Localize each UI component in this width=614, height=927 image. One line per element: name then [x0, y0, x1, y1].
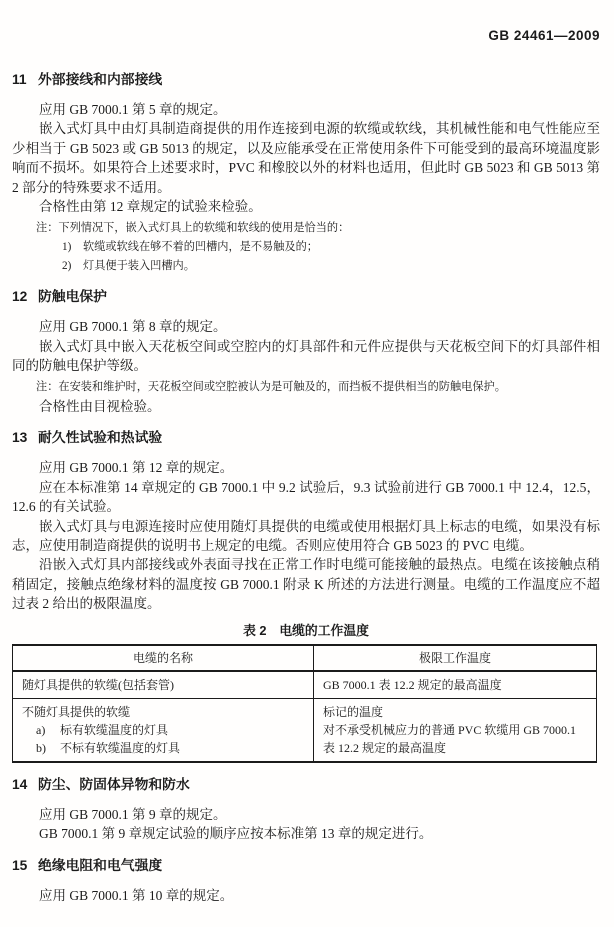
- table-row: [13, 698, 597, 762]
- cell-line: 标记的温度: [323, 704, 384, 719]
- paragraph: 沿嵌入式灯具内部接线或外表面寻找在正常工作时电缆可能接触的最热点。电缆在该接触点稍稍固定，接触点绝缘材料的温度按 GB 7000.1 附录 K 所述的方法进行测量。电缆的工作温度应不超过表 2 给出的极限温度。: [12, 557, 600, 612]
- standard-number: GB 24461—2009: [488, 28, 600, 43]
- section-number: 14: [12, 776, 28, 792]
- note-item-text: 灯具便于装入凹槽内。: [83, 259, 195, 272]
- section-11-heading: [12, 71, 600, 89]
- paragraph: 嵌入式灯具中嵌入天花板空间或空腔内的灯具部件和元件应提供与天花板空间下的灯具部件相同的防触电保护等级。: [12, 338, 600, 374]
- paragraph: 应用 GB 7000.1 第 9 章的规定。: [39, 806, 227, 822]
- note-item-text: 软缆或软线在够不着的凹槽内，是不易触及的；: [83, 241, 318, 254]
- section-title: 外部接线和内部接线: [38, 72, 163, 87]
- note-item-marker: 2): [62, 259, 72, 272]
- paragraph: GB 7000.1 第 9 章规定试验的顺序应按本标准第 13 章的规定进行。: [39, 826, 433, 842]
- cell-sub-item: [22, 721, 304, 739]
- section-title: 防尘、防固体异物和防水: [38, 776, 190, 792]
- paragraph: 应用 GB 7000.1 第 10 章的规定。: [39, 887, 234, 903]
- section-number: 15: [12, 857, 28, 873]
- table-2-caption: 表 2 电缆的工作温度: [243, 622, 369, 638]
- note-lead: 注：下列情况下，嵌入式灯具上的软缆和软线的使用是恰当的：: [36, 222, 350, 235]
- note-block: [12, 378, 600, 397]
- paragraph: 合格性由目视检验。: [39, 399, 161, 415]
- note-item: [12, 257, 600, 276]
- cell-line: 对不承受机械应力的普通 PVC 软缆用 GB 7000.1 表 12.2 规定的最高温度: [323, 722, 577, 755]
- table-header-row: [13, 645, 597, 671]
- column-header-cable-name: 电缆的名称: [13, 645, 314, 671]
- section-title: 防触电保护: [38, 289, 107, 305]
- section-12-heading: [12, 288, 600, 306]
- paragraph: 应用 GB 7000.1 第 12 章的规定。: [39, 460, 234, 476]
- section-13-heading: [12, 429, 600, 447]
- section-number: 12: [12, 289, 28, 305]
- section-14: [12, 776, 600, 844]
- section-number: 11: [12, 72, 27, 87]
- section-13: [12, 429, 600, 762]
- note-item-marker: 1): [62, 241, 72, 254]
- cell-cable-name: 随灯具提供的软缆(包括套管): [13, 671, 314, 699]
- table-row: [13, 671, 597, 699]
- section-11: [12, 71, 600, 275]
- cell-limit-temperature: GB 7000.1 表 12.2 规定的最高温度: [314, 671, 597, 699]
- section-15-heading: [12, 857, 600, 875]
- cell-sub-item: [22, 739, 304, 757]
- cell-line: 不随灯具提供的软缆: [22, 704, 131, 719]
- paragraph: 嵌入式灯具与电源连接时应使用随灯具提供的电缆或使用根据灯具上标志的电缆，如果没有标志，应使用制造商提供的说明书上规定的电缆。否则应使用符合 GB 5023 的 PVC 电缆。: [12, 518, 600, 554]
- note-item: [12, 238, 600, 257]
- paragraph: 嵌入式灯具中由灯具制造商提供的用作连接到电源的软缆或软线，其机械性能和电气性能应至少相当于 GB 5023 或 GB 5013 的规定，以及应能承受在正常使用条件下可能受到的最高环境温度影响而不损坏。如果符合上述要求时，PVC 和橡胶以外的材料也适用，但此时 GB 5023 和 GB 5013 第 2 部分的特殊要求不适用。: [12, 121, 600, 195]
- section-title: 绝缘电阻和电气强度: [38, 857, 163, 873]
- cell-cable-name: [13, 698, 314, 762]
- paragraph: 应在本标准第 14 章规定的 GB 7000.1 中 9.2 试验后，9.3 试验前进行 GB 7000.1 中 12.4，12.5，12.6 的有关试验。: [12, 479, 600, 515]
- sub-item-text: 不标有软缆温度的灯具: [60, 740, 181, 755]
- section-number: 13: [12, 430, 28, 446]
- note-lead: 注：在安装和维护时，天花板空间或空腔被认为是可触及的，而挡板不提供相当的防触电保护。: [36, 381, 506, 394]
- sub-item-marker: a): [36, 722, 46, 737]
- paragraph: 应用 GB 7000.1 第 8 章的规定。: [39, 319, 227, 335]
- section-15: [12, 857, 600, 905]
- paragraph: 应用 GB 7000.1 第 5 章的规定。: [39, 102, 227, 117]
- section-12: [12, 288, 600, 416]
- cell-limit-temperature: [314, 698, 597, 762]
- sub-item-marker: b): [36, 740, 46, 755]
- note-block: [12, 219, 600, 275]
- sub-item-text: 标有软缆温度的灯具: [60, 722, 169, 737]
- paragraph: 合格性由第 12 章规定的试验来检验。: [39, 199, 262, 215]
- table-2-cable-working-temperature: [12, 644, 597, 763]
- section-title: 耐久性试验和热试验: [38, 430, 163, 446]
- section-14-heading: [12, 776, 600, 794]
- column-header-limit-working-temperature: 极限工作温度: [314, 645, 597, 671]
